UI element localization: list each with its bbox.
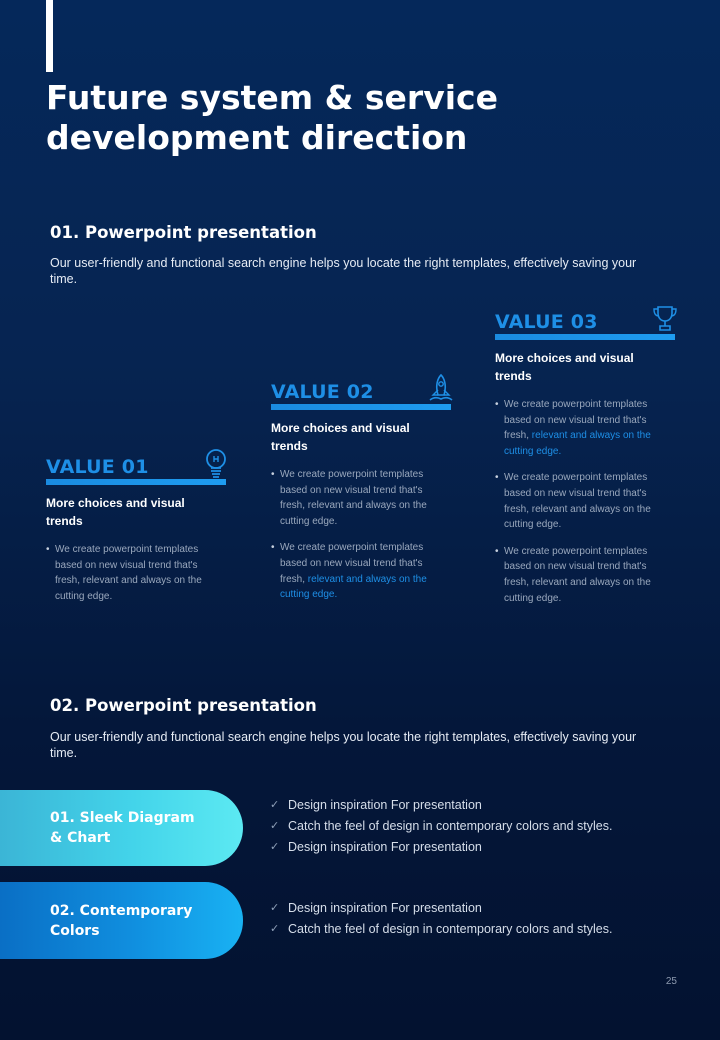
- list-item: ✓ Catch the feel of design in contemporary colors and styles.: [270, 919, 612, 940]
- list-item: ✓ Catch the feel of design in contemporary colors and styles.: [270, 816, 612, 837]
- value-subtitle: More choices and visual trends: [46, 496, 185, 528]
- list-item: ✓ Design inspiration For presentation: [270, 795, 612, 816]
- check-icon: ✓: [270, 820, 280, 832]
- section2-description: Our user-friendly and functional search engine helps you locate the right templates, effectively saving your time.: [50, 730, 637, 760]
- check-icon: ✓: [270, 923, 280, 935]
- value-header: [271, 379, 451, 407]
- list-item: ✓ Design inspiration For presentation: [270, 837, 612, 858]
- contemporary-colors-checklist: [270, 898, 612, 940]
- section1-description: Our user-friendly and functional search engine helps you locate the right templates, effectively saving your time.: [50, 256, 637, 286]
- value-underline: [495, 334, 675, 340]
- lightbulb-icon: [202, 448, 230, 480]
- value-header: [495, 309, 675, 337]
- page-title: Future system & service development direction: [46, 78, 498, 157]
- value-title: VALUE 03: [495, 311, 598, 333]
- trophy-icon: [651, 303, 679, 335]
- value-bullets: [46, 542, 226, 604]
- check-icon: ✓: [270, 799, 280, 811]
- value-subtitle: More choices and visual trends: [495, 351, 634, 383]
- sleek-diagram-pill: [0, 790, 243, 866]
- list-item: • We create powerpoint templates based on new visual trend that's fresh, relevant and always on the cutting edge.: [495, 470, 665, 532]
- value-title: VALUE 01: [46, 456, 149, 478]
- rocket-icon: [427, 373, 455, 405]
- value-bullets: [271, 467, 451, 603]
- list-item: • We create powerpoint templates based on new visual trend that's fresh, relevant and always on the cutting edge.: [271, 467, 441, 529]
- value-underline: [46, 479, 226, 485]
- value-card-1: [46, 454, 226, 615]
- section1-heading: 01. Powerpoint presentation: [50, 223, 317, 242]
- value-bullets: [495, 397, 675, 606]
- list-item: • We create powerpoint templates based on new visual trend that's fresh, relevant and always on the cutting edge.: [495, 544, 665, 606]
- value-card-3: [495, 309, 675, 617]
- pill-label-line1: 02. Contemporary Colors: [50, 903, 193, 939]
- pill-label-line1: 01. Sleek Diagram: [50, 810, 195, 826]
- title-accent-bar: [46, 0, 53, 72]
- pill-label-line2: & Chart: [50, 830, 111, 846]
- value-header: [46, 454, 226, 482]
- page-number: 25: [665, 976, 677, 987]
- contemporary-colors-pill: [0, 882, 243, 959]
- value-card-2: [271, 379, 451, 614]
- list-item: • We create powerpoint templates based on new visual trend that's fresh, relevant and always on the cutting edge.: [271, 540, 441, 602]
- check-icon: ✓: [270, 841, 280, 853]
- list-item: • We create powerpoint templates based on new visual trend that's fresh, relevant and always on the cutting edge.: [495, 397, 665, 459]
- value-subtitle: More choices and visual trends: [271, 421, 410, 453]
- check-icon: ✓: [270, 902, 280, 914]
- sleek-diagram-checklist: [270, 795, 612, 858]
- section2-heading: 02. Powerpoint presentation: [50, 696, 317, 715]
- value-title: VALUE 02: [271, 381, 374, 403]
- list-item: • We create powerpoint templates based on new visual trend that's fresh, relevant and always on the cutting edge.: [46, 542, 216, 604]
- list-item: ✓ Design inspiration For presentation: [270, 898, 612, 919]
- value-underline: [271, 404, 451, 410]
